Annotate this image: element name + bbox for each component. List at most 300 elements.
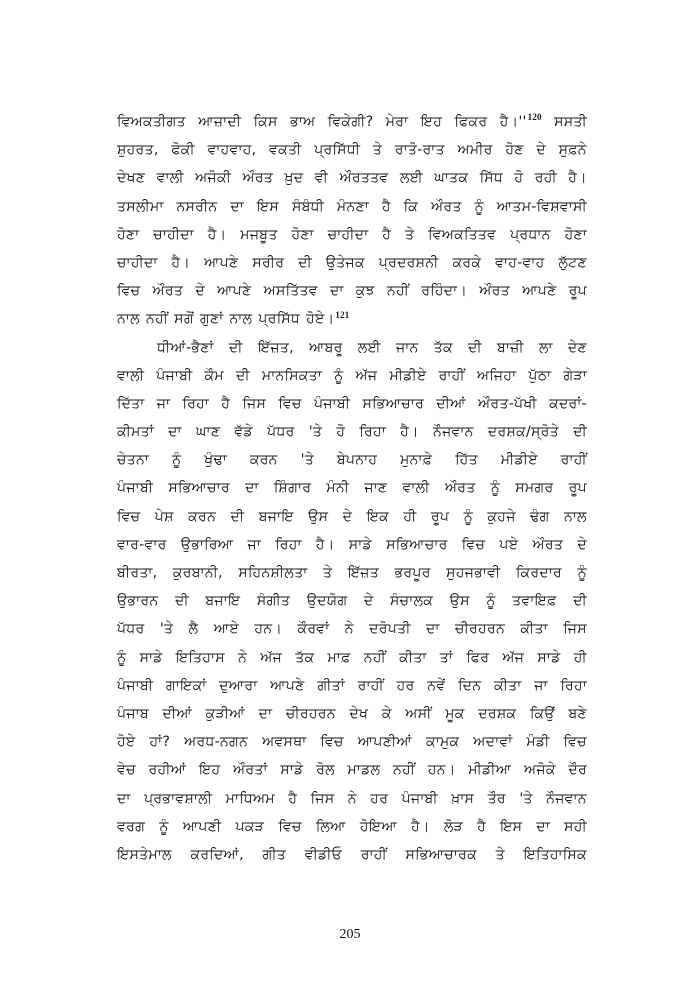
- text-line: [117, 249, 587, 277]
- word: ਪਕੜ: [235, 818, 265, 835]
- word: ਵਾਰ-ਵਾਰ: [117, 536, 167, 553]
- text-line: [117, 756, 587, 784]
- word: ਦੀ: [468, 339, 482, 356]
- word: ਦਿੱਤਾ: [117, 395, 145, 412]
- word: ਕੀਤਾ: [520, 621, 548, 638]
- word: ਕੁਰਬਾਨੀ,: [172, 565, 223, 581]
- paragraph: [117, 334, 587, 870]
- word: ਚਾਹੀਦਾ: [327, 226, 369, 243]
- word: ਪਏ: [499, 536, 519, 553]
- word: ਕੌਮ: [204, 367, 224, 384]
- word: ਦਰਸ਼ਕ: [478, 705, 517, 722]
- word: ਹਰ: [370, 790, 389, 807]
- word: ਵਿਅਕਤੀਗਤ: [117, 114, 186, 130]
- word: ਸਭਿਆਚਾਰਕ: [405, 846, 477, 863]
- word: ਹਿੱਤ: [455, 452, 478, 469]
- word: ਹੈ।: [207, 226, 227, 243]
- word: ਕੁਹਜੇ: [487, 508, 516, 525]
- word: ਨੂੰ: [463, 508, 474, 525]
- word: ਆਜ਼ਾਦੀ: [198, 114, 242, 130]
- word: ਨੂੰ: [117, 649, 127, 666]
- word: ਇਕ: [366, 508, 389, 525]
- word: ਧੀਆਂ-ਭੈਣਾਂ: [157, 339, 214, 356]
- word: ਇਸ: [500, 818, 523, 835]
- word: ਕਰਦਿਆਂ,: [190, 846, 244, 863]
- word: ਜਾਨ: [396, 339, 419, 356]
- word: ਸਾਡੇ: [537, 649, 561, 666]
- word: ਵਿਚ: [320, 734, 344, 751]
- word: ਰਾਹੀਂ: [357, 677, 384, 694]
- word: ਦੇ: [536, 142, 546, 159]
- word: ਔਰਤ: [444, 480, 476, 497]
- text-line: [117, 474, 587, 502]
- word: ਇਹ: [198, 762, 221, 779]
- word: ਮੀਡੀਏ: [389, 367, 427, 384]
- word: ਲੁੱਟਣ: [558, 254, 587, 271]
- word: ਲੋੜ: [443, 818, 464, 835]
- word: ਕਿਉਂ: [529, 705, 555, 722]
- footnote-marker[interactable]: 121: [335, 309, 350, 320]
- word: ਅਜੋਕੇ: [523, 762, 556, 779]
- word: ਵਾਲੀ: [156, 170, 184, 187]
- text-line: [117, 559, 587, 587]
- word: ਜਿਸ: [242, 395, 267, 412]
- word: ਕਾਮੁਕ: [426, 734, 460, 751]
- word: ਗੀਤਾਂ: [317, 677, 345, 694]
- word: ਉਭਾਰਨ: [117, 593, 159, 610]
- word: ਬਜਾਇ: [258, 508, 294, 525]
- text-line: [117, 277, 587, 305]
- word: ਕਿ: [403, 198, 419, 215]
- text-line: [117, 221, 587, 249]
- text-line: [117, 193, 587, 221]
- word: ਇਹ: [420, 114, 443, 130]
- word: ਚੀਰਹਰਨ: [455, 621, 506, 638]
- word: ਨਹੀਂ: [363, 649, 387, 666]
- word: ਔਰਤ: [242, 170, 274, 187]
- word: ਦੇਖ: [349, 705, 369, 722]
- word: ਤਵਾਇਫ਼: [512, 593, 557, 610]
- word: ਵੀਡੀਓ: [304, 846, 343, 863]
- word: ਦੌਰ: [568, 762, 587, 779]
- word: ਅਜਿਹਾ: [476, 367, 517, 384]
- word: ਤੇ: [372, 142, 383, 159]
- text-line: [117, 108, 587, 136]
- word: ਅੱਜ: [260, 649, 283, 666]
- word: ਅਮੀਰ: [457, 142, 493, 159]
- word: ਦੀ: [228, 339, 243, 356]
- word: ਅੱਜ: [355, 367, 378, 384]
- word: ਆਪਣੀਆਂ: [357, 734, 413, 751]
- word: ਹੈ।''$^{120}$: [499, 112, 542, 130]
- word: ਕੁੜੀਆਂ: [205, 705, 245, 722]
- word: ਅਰਧ-ਨਗਨ: [184, 734, 249, 751]
- word: ਦੁਆਰਾ: [219, 677, 258, 694]
- word: ਸੰਚਾਲਕ: [390, 593, 434, 610]
- word: ਆਬਰੂ: [308, 339, 343, 356]
- word: ਇਤਿਹਾਸ: [175, 649, 225, 666]
- text-line: [117, 813, 587, 841]
- word: ਕਿਸ: [253, 114, 278, 130]
- word: ਰੋਲ: [316, 762, 335, 779]
- word: ਮਾਨਸਿਕਤਾ: [261, 367, 322, 384]
- word: ਹੋਏ।$^{121}$: [306, 309, 350, 328]
- word: ਦੇ: [577, 536, 587, 553]
- word: ਸਰੀਰ: [252, 254, 285, 271]
- text-line: [117, 672, 587, 700]
- word: ਨੂੰ: [490, 480, 501, 497]
- word: ਕਦਰਾਂ-: [549, 395, 587, 412]
- word: ਨੂੰ: [159, 818, 169, 835]
- word: ਢੰਗ: [530, 508, 550, 525]
- word: ਹੋਣਾ: [291, 226, 314, 243]
- word: ਦੇਖਣ: [117, 170, 146, 187]
- word: ਪ੍ਰਸਿੱਧੀ: [314, 142, 361, 159]
- word: ਹੈ: [381, 198, 391, 215]
- word: ਦੀ: [298, 254, 312, 271]
- word: ਆਪਣੇ: [217, 283, 252, 300]
- word: ਕਰਨ: [188, 508, 217, 525]
- word: ਔਰਤਤਵ: [339, 170, 389, 187]
- word: ਕੀਮਤਾਂ: [117, 424, 154, 441]
- text-line: [117, 334, 587, 362]
- word: ਦਰਸ਼ਕ/ਸ੍ਰੋਤੇ: [487, 424, 559, 441]
- word: ਇੱਜ਼ਤ: [347, 565, 380, 581]
- word: ਹੈ।: [171, 254, 191, 271]
- word: ਦੀ: [174, 593, 189, 610]
- word: ਸੰਬੰਧੀ: [291, 198, 325, 215]
- word: ਕੀਤਾ: [399, 649, 427, 666]
- word: 'ਤੇ: [519, 790, 533, 807]
- word: ਸਾਡੇ: [280, 762, 304, 779]
- word: ਖੁੰਢਾ: [204, 452, 227, 469]
- word: ਨੂੰ: [577, 565, 587, 581]
- word: ਵਿਚ: [117, 508, 141, 525]
- word: ਮੀਡੀਆ: [468, 762, 512, 779]
- word: ਦੀ: [573, 424, 587, 441]
- word: ਦੇ: [342, 508, 353, 525]
- word: ਇੱਜ਼ਤ,: [257, 339, 294, 356]
- word: ਹੈ।: [568, 170, 587, 187]
- word: ਹੋਇਆ: [359, 818, 397, 835]
- word: ਵਿਕੇਗੀ?: [327, 114, 374, 130]
- word: ਪ੍ਰਸਿੱਧ: [258, 311, 301, 328]
- word: ਮਾਧਿਅਮ: [225, 790, 275, 807]
- word: ਪੰਜਾਬੀ: [314, 395, 351, 412]
- word: ਪੰਜਾਬੀ: [117, 480, 154, 497]
- word: ਹੀ: [403, 508, 417, 525]
- word: ਮਾਡਲ: [347, 762, 381, 779]
- word: ਦੇ: [195, 283, 205, 300]
- word: ਵਾਲੀ: [117, 367, 145, 384]
- word: ਚੇਤਨਾ: [117, 452, 150, 469]
- word: ਨਹੀਂ: [386, 283, 410, 300]
- text-line: [117, 644, 587, 672]
- word: ਆਏ: [213, 621, 239, 638]
- word: ਕੌਰਵਾਂ: [297, 621, 330, 638]
- word: ਦਾ: [536, 818, 551, 835]
- word: ਹੈ।: [411, 818, 430, 835]
- word: ਵੇਚ: [117, 762, 136, 779]
- word: ਵਾਹਵਾਹ,: [207, 142, 257, 159]
- word: ਵੱਡੇ: [234, 424, 253, 441]
- text-line: [117, 728, 587, 756]
- word: ਹੈ: [288, 790, 298, 807]
- word: ਰਿਹਾ: [275, 536, 302, 553]
- word: ਲੈ: [188, 621, 199, 638]
- word: ਔਰਤ-ਪੱਖੀ: [478, 395, 537, 412]
- word: ਆਪਣੇ: [270, 677, 305, 694]
- word: ਉਸ: [308, 508, 329, 525]
- word: ਰੂਪ: [568, 283, 587, 300]
- word: ਸੁਫ਼ਨੇ: [558, 142, 587, 159]
- word: ਦੇਣ: [567, 339, 587, 356]
- word: ਦਾ: [168, 424, 182, 441]
- word: ਪ੍ਰਦਰਸ਼ਨੀ: [378, 254, 439, 271]
- word: ਜਿਸ: [563, 621, 587, 638]
- word: ਤਸਲੀਮਾ: [117, 198, 164, 215]
- word: ਦੇ: [363, 593, 374, 610]
- word: 'ਤੇ: [159, 621, 174, 638]
- word: ਬੀਰਤਾ,: [117, 565, 158, 581]
- word: ਨਸਰੀਨ: [176, 198, 218, 215]
- word: ਸ਼ੁਹਰਤ,: [117, 142, 159, 159]
- word: ਦੀ: [235, 367, 250, 384]
- word: ਔਰਤ: [479, 283, 510, 300]
- word: ਵਕਤੀ: [269, 142, 302, 159]
- word: ਫਿਕਰ: [454, 114, 488, 130]
- word: ਮੁਨਾਫ਼ੇ: [400, 452, 433, 469]
- word: ਕੁਝ: [355, 283, 375, 300]
- word: ਪੁੱਠਾ: [528, 367, 552, 384]
- text-line: [117, 531, 587, 559]
- text-line: [117, 446, 587, 474]
- word: ਨੇ: [344, 621, 354, 638]
- word: ਸਾਡੇ: [139, 649, 163, 666]
- word: ਸਿੱਧ: [479, 170, 504, 187]
- word: ਤਾਂ: [439, 649, 454, 666]
- word: ਸਸਤੀ: [554, 114, 587, 130]
- word: ਤੌਰ: [487, 790, 506, 807]
- word: ਤੇ: [323, 565, 333, 581]
- word: ਵਰਗ: [117, 818, 146, 835]
- word: ਕੀਤਾ: [494, 677, 522, 694]
- word: ਨਾਲ: [563, 508, 587, 525]
- word: ਉਦਯੋਗ: [306, 593, 348, 610]
- word: ਸਾਡੇ: [348, 536, 372, 553]
- word: ਨਾਲ: [117, 311, 140, 328]
- word: ਅਸਤਿੱਤਵ: [263, 283, 318, 300]
- word: ਹੈ: [221, 395, 231, 412]
- word: ਸਮਗਰ: [515, 480, 554, 497]
- word: ਹੈ: [382, 226, 392, 243]
- word: ਇਸ: [256, 198, 280, 215]
- word: ਦਾ: [245, 480, 259, 497]
- word: ਆਪਣੇ: [522, 283, 557, 300]
- word: ਹਨ।: [254, 621, 283, 638]
- word: ਫੋਕੀ: [171, 142, 195, 159]
- word: ਮੂਕ: [445, 705, 465, 722]
- word: ਅਸੀਂ: [405, 705, 432, 722]
- word: ਵਾਲੀ: [402, 480, 430, 497]
- word: ਹੈ।: [315, 536, 335, 553]
- word: ਨੂੰ: [334, 367, 344, 384]
- word: ਹਨ।: [427, 762, 456, 779]
- text-line: [117, 700, 587, 728]
- word: ਔਰਤ: [152, 283, 184, 300]
- word: ਹੋਣ: [505, 142, 524, 159]
- word: ਖ਼ਾਸ: [451, 790, 475, 807]
- word: ਬਣੇ: [568, 705, 587, 722]
- word: ਨੂੰ: [486, 593, 496, 610]
- word: ਪੱਧਰ: [117, 621, 145, 638]
- text-line: [117, 305, 587, 333]
- word: ਹੋਣਾ: [117, 226, 140, 243]
- text-line: [117, 615, 587, 643]
- word: ਪੇਸ਼: [154, 508, 174, 525]
- word: ਰੂਪ: [430, 508, 450, 525]
- word: ਦਾ: [230, 198, 245, 215]
- text-line: [117, 785, 587, 813]
- word: ਪੱਧਰ: [267, 424, 295, 441]
- word: ਘਾਤਕ: [434, 170, 469, 187]
- word: ਬੇਪਨਾਹ: [336, 452, 378, 469]
- word: ਸਭਿਆਚਾਰ: [362, 395, 425, 412]
- word: ਸਹਿਨਸ਼ੀਲਤਾ: [238, 565, 308, 581]
- word: ਸ਼ਿੰਗਾਰ: [273, 480, 312, 497]
- word: ਵੀ: [314, 170, 329, 187]
- word: ਹੋ: [514, 170, 524, 187]
- word: ਤੱਕ: [295, 649, 315, 666]
- footnote-marker[interactable]: 120: [527, 112, 542, 123]
- word: ਸਹੀ: [564, 818, 587, 835]
- word: ਨੂੰ: [474, 198, 484, 215]
- word: ਰਿਹਾ: [182, 395, 210, 412]
- word: ਆਪਣੇ: [204, 254, 239, 271]
- word: ਹੋਏ: [117, 734, 136, 751]
- text-line: [117, 587, 587, 615]
- word: ਰਾਹੀਂ: [438, 367, 465, 384]
- word: ਦਿਨ: [458, 677, 482, 694]
- word: ਚਾਹੀਦਾ: [153, 226, 194, 243]
- word: ਅਦਾਵਾਂ: [473, 734, 513, 751]
- word: ਹੋ: [336, 424, 346, 441]
- word: ਉਭਾਰਿਆ: [180, 536, 234, 553]
- word: ਸੰਗੀਤ: [256, 593, 291, 610]
- word: ਦਾ: [426, 621, 440, 638]
- word: ਅਜੋਕੀ: [195, 170, 232, 187]
- word: ਵਾਹ-ਵਾਹ: [495, 254, 545, 271]
- word: ਨੇ: [238, 649, 248, 666]
- word: ਪ੍ਰਭਾਵਸ਼ਾਲੀ: [144, 790, 213, 807]
- text-line: [117, 136, 587, 164]
- word: ਫਿਰ: [466, 649, 490, 666]
- word: ਨਹੀਂ: [145, 311, 169, 328]
- word: ਵਿਚ: [563, 734, 587, 751]
- word: ਮੇਰਾ: [385, 114, 409, 130]
- word: ਦੀ: [573, 593, 587, 610]
- word: ਵਿਅਕਤਿਤਵ: [428, 226, 497, 243]
- word: ਕਰਨ: [249, 452, 278, 469]
- word: ਹੈ: [477, 818, 487, 835]
- word: ਚੀਰਹਰਨ: [285, 705, 336, 722]
- word: ਅਵਸਥਾ: [262, 734, 307, 751]
- word: ਰੂਪ: [568, 480, 587, 497]
- text-line: [117, 390, 587, 418]
- word: ਦਰੋਪਤੀ: [369, 621, 411, 638]
- word: ਰਾਹੀਂ: [360, 846, 387, 863]
- word: ਵਿਚ: [278, 395, 302, 412]
- word: ਨਹੀਂ: [392, 762, 416, 779]
- text-line: [117, 418, 587, 446]
- word: ਤੇ: [404, 226, 415, 243]
- word: ਸਭਿਆਚਾਰ: [386, 536, 448, 553]
- word: ਕਰਕੇ: [452, 254, 482, 271]
- word: ਮੰਡੀ: [526, 734, 550, 751]
- word: ਕਿਰਦਾਰ: [515, 565, 563, 581]
- word: ਜਿਸ: [310, 790, 335, 807]
- word: ਹਰ: [396, 677, 415, 694]
- word: ਬਜਾਇ: [205, 593, 241, 610]
- word: ਗੇੜਾ: [563, 367, 587, 384]
- word: ਦੀਆਂ: [162, 705, 193, 722]
- word: ਵਿਚ: [117, 283, 141, 300]
- word: ਸਭਿਆਚਾਰ: [168, 480, 230, 497]
- text-line: [117, 503, 587, 531]
- word: ਵਿਚ: [461, 536, 486, 553]
- word: ਲਿਆ: [315, 818, 346, 835]
- word: ਗੀਤ: [262, 846, 287, 863]
- text-line: [117, 362, 587, 390]
- word: ਲਈ: [399, 170, 423, 187]
- word: ਮਜਬੂਤ: [240, 226, 278, 243]
- word: ਰਹਿੰਦਾ।: [421, 283, 468, 300]
- word: ਤੇ: [495, 846, 505, 863]
- word: ਦੀਆਂ: [436, 395, 466, 412]
- word: ਆਪਣੀ: [182, 818, 222, 835]
- word: ਤੱਕ: [433, 339, 453, 356]
- word: ਗੁਣਾਂ: [199, 311, 224, 328]
- word: ਉਤੇਜਕ: [325, 254, 365, 271]
- word: ਗਾਇਕਾਂ: [165, 677, 207, 694]
- word: ਹੋਣਾ: [564, 226, 587, 243]
- word: ਨਾਲ: [229, 311, 253, 328]
- page-number: 205: [339, 927, 361, 942]
- word: ਜਾ: [534, 677, 548, 694]
- word: ਜਾਣ: [364, 480, 388, 497]
- word: ਭਾਅ: [290, 114, 316, 130]
- word: ਰਾਹੀਂ: [560, 452, 587, 469]
- word: ਰਿਹਾ: [560, 677, 587, 694]
- word: ਦੀ: [230, 508, 245, 525]
- word: ਨੂੰ: [172, 452, 182, 469]
- word: ਪੰਜਾਬੀ: [117, 677, 154, 694]
- word: ਪੰਜਾਬੀ: [156, 367, 193, 384]
- word: ਹੈ।: [400, 424, 419, 441]
- word: ਨੌਜਵਾਨ: [433, 424, 474, 441]
- word: ਰਿਹਾ: [359, 424, 386, 441]
- word: ਹਾਂ?: [149, 734, 171, 751]
- word: ਚਾਹੀਦਾ: [117, 254, 158, 271]
- word: ਭਰਪੂਰ: [394, 565, 431, 581]
- paragraph: [117, 108, 587, 334]
- word: ਮੰਨਣਾ: [336, 198, 370, 215]
- word: ਆਤਮ-ਵਿਸ਼ਵਾਸੀ: [496, 198, 587, 215]
- word: ਹੀ: [573, 649, 587, 666]
- word: ਲਈ: [357, 339, 381, 356]
- word: ਸਗੋਂ: [174, 311, 194, 328]
- word: ਮਾਫ਼: [327, 649, 351, 666]
